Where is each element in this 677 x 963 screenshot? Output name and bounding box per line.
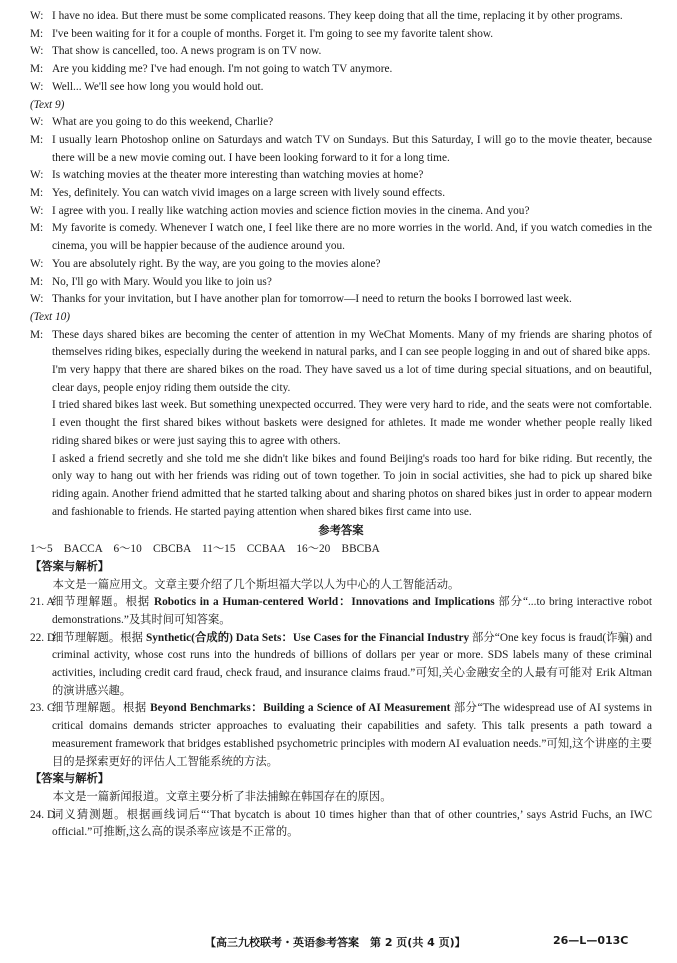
dialogue-line (30, 274, 652, 292)
explanation-item (30, 594, 652, 629)
dialogue-line (30, 114, 652, 132)
speaker: W: (30, 169, 44, 182)
dialogue-text: I have no idea. But there must be some complicated reasons. They keep doing that all the time, replacing it by other programs. (52, 10, 623, 22)
footer-title: 【高三九校联考・英语参考答案 第 2 页(共 4 页)】 (205, 936, 466, 949)
section-title-ref: Robotics in a Human-centered World：Innovations and Implications (153, 596, 495, 609)
explanation-pre: 词义猜测题。根据画线词后“‘That bycatch is about 10 times higher than that of other countries,’ says Astrid Fuchs, an IWC official.”可推断,这么高的误杀率应该是不正常的。 (52, 808, 652, 839)
explanation-item (30, 630, 652, 701)
speaker: W: (30, 293, 44, 306)
text-10-label: (Text 10) (30, 310, 71, 323)
dialogue-text: Are you kidding me? I've had enough. I'm not going to watch TV anymore. (52, 63, 393, 76)
dialogue-line (30, 167, 652, 185)
section-title-ref: Beyond Benchmarks：Building a Science of AI Measurement (150, 702, 451, 715)
dialogue-text: I agree with you. I really like watching action movies and science fiction movies in the cinema. And you? (52, 204, 530, 217)
speaker: W: (30, 204, 44, 217)
section-title-ref: Synthetic(合成的) Data Sets：Use Cases for the Financial Industry (145, 631, 470, 644)
dialogue-text: Yes, definitely. You can watch vivid images on a large screen with lively sound effects. (52, 187, 446, 200)
text-9-label: (Text 9) (30, 98, 65, 111)
dialogue-text: You are absolutely right. By the way, are you going to the movies alone? (52, 257, 381, 270)
dialogue-line (30, 61, 652, 79)
speaker: M: (30, 222, 44, 235)
explanation-pre: 细节理解题。根据 (52, 702, 147, 715)
explanation-post: 部分“The widespread use of AI systems in critical domains demands stricter approaches to evaluating their capabilities and safety. This talk presents a path toward a measurement framework that bridges established psychometric principles with modern AI evaluation needs.”可知,这个讲座的主要目的是探索更好的评估人工智能系统的方法。 (52, 702, 653, 768)
speaker: M: (30, 27, 44, 40)
monologue-text: These days shared bikes are becoming the center of attention in my WeChat Moments. Many of my friends are sharing photos of themselves riding bikes, especially during the weekend in natural parks, and I can see people logging in and out of shared bike apps. (52, 328, 652, 359)
question-number: 23. C (30, 702, 55, 715)
explanation-post: 部分“One key focus is fraud(诈骗) and criminal activity, whose cost runs into the hundreds of billions of dollars per year or more. SDS labels many of these criminal activities, including credit card fraud, check fraud, and insurance claims fraud.”可知,关心金融安全的人最有可能对 Erik Altman 的演讲感兴趣。 (52, 631, 653, 697)
explanation-item (30, 807, 652, 842)
dialogue-line (30, 26, 652, 44)
speaker: M: (30, 133, 44, 146)
speaker: M: (30, 187, 44, 200)
speaker: W: (30, 10, 44, 22)
dialogue-text: I usually learn Photoshop online on Saturdays and watch TV on Sundays. But this Saturday, I will go to the movie theater, because there will be a new movie coming out. I have been looking forward to it for a long time. (52, 133, 652, 164)
question-number: 22. D (30, 631, 56, 644)
speaker: M: (30, 328, 44, 341)
dialogue-text: I've been waiting for it for a couple of months. Forget it. I'm going to see my favorite talent show. (52, 27, 494, 40)
dialogue-line (30, 132, 652, 167)
dialogue-line (30, 79, 652, 97)
explanation-post: 部分“...to bring interactive robot demonstrations.”及其时间可知答案。 (52, 596, 652, 626)
monologue-paragraph: I asked a friend secretly and she told me she didn't like bikes and found Beijing's roads too hard for bike riding. But recently, the only way to hang out with her friends was riding out of town together. To join in social activities, she had to pick up shared bike riding again. Another friend admitted that he started talking about and sharing photos on shared bikes just in order to appear modern and fashionable to friends. He started paying attention when shared bikes first came into use. (52, 452, 652, 518)
speaker: W: (30, 45, 44, 58)
speaker: M: (30, 63, 44, 76)
explanation-pre: 细节理解题。根据 (52, 596, 151, 609)
section-heading: 【答案与解析】 (30, 773, 110, 786)
dialogue-line (30, 220, 652, 255)
dialogue-line (30, 43, 652, 61)
dialogue-line (30, 291, 652, 309)
question-number: 21. A (30, 596, 55, 609)
question-number: 24. D (30, 808, 56, 821)
speaker: W: (30, 80, 44, 93)
dialogue-line (30, 8, 652, 26)
section-intro: 本文是一篇新闻报道。文章主要分析了非法捕鲸在韩国存在的原因。 (52, 790, 392, 803)
monologue-paragraph: I tried shared bikes last week. But something unexpected occurred. They were very hard to ride, and the seats were not comfortable. I even thought the first shared bikes without baskets were designed for athletes. It made me wonder whether people really liked riding shared bikes or were just saying this to agree with others. (52, 399, 652, 447)
dialogue-text: Is watching movies at the theater more interesting than watching movies at home? (52, 169, 424, 182)
answer-key: 1～5 BACCA 6～10 CBCBA 11～15 CCBAA 16～20 BBCBA (30, 543, 380, 556)
dialogue-text: No, I'll go with Mary. Would you like to join us? (52, 275, 272, 288)
document-content (30, 8, 652, 842)
dialogue-text: Thanks for your invitation, but I have another plan for tomorrow—I need to return the books I borrowed last week. (52, 293, 572, 306)
dialogue-text: That show is cancelled, too. A news program is on TV now. (52, 45, 322, 58)
speaker: M: (30, 275, 44, 288)
monologue-paragraph: I'm very happy that there are shared bikes on the road. They have saved us a lot of time during special situations, and on beautiful, clear days, people enjoy riding them outside the city. (52, 364, 652, 394)
dialogue-text: What are you going to do this weekend, Charlie? (52, 116, 274, 129)
answer-title: 参考答案 (318, 525, 364, 538)
dialogue-line (30, 203, 652, 221)
speaker: W: (30, 116, 44, 129)
section-intro: 本文是一篇应用文。文章主要介绍了几个斯坦福大学以人为中心的人工智能活动。 (52, 578, 460, 591)
dialogue-text: Well... We'll see how long you would hold out. (52, 80, 264, 93)
explanation-pre: 细节理解题。根据 (52, 631, 144, 644)
speaker: W: (30, 257, 44, 270)
monologue-paragraph (30, 327, 652, 362)
explanation-item (30, 700, 652, 771)
dialogue-text: My favorite is comedy. Whenever I watch one, I feel like there are no more worries in the world. And, if you watch comedies in the cinema, you will be happier because of the audience around you. (52, 222, 652, 253)
dialogue-line (30, 256, 652, 274)
dialogue-line (30, 185, 652, 203)
document-code: 26—L—013C (553, 934, 629, 947)
section-heading: 【答案与解析】 (30, 560, 110, 573)
